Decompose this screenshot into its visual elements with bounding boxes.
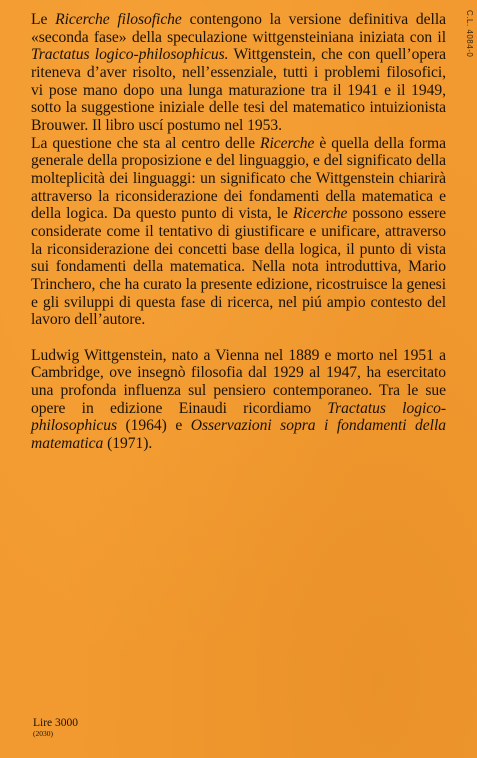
paragraph-spacer	[31, 329, 446, 347]
text-run: possono essere considerate come il tentativo di giustificare e unificare, attraverso la riconsiderazione dei concetti base della logica, il punto di vista sui fondamenti della matematica. Nella nota introduttiva, Mario Trinchero, che ha curato la presente edizione, ricostruisce la genesi e gli sviluppi di questa fase di ricerca, nel piú ampio contesto del lavoro dell’autore.	[31, 205, 446, 329]
edition-code: (2030)	[33, 729, 53, 738]
text-run: (1971).	[103, 435, 153, 453]
paragraph-author-bio	[31, 347, 446, 453]
price-label: Lire 3000	[33, 717, 79, 729]
text-run: Le	[31, 11, 56, 28]
text-run: è quella della forma generale della proposizione e del linguaggio, e del significato della molteplicità dei linguaggi: un significato che Wittgenstein chiarirà attraverso la riconsiderazione dei fondamenti della matematica e della logica. Da questo punto di vista, le	[31, 134, 446, 223]
blurb-text	[31, 11, 446, 453]
text-run-italic: Tractatus logico-philosophicus	[31, 399, 446, 435]
text-run-italic: Osservazioni sopra i fondamenti della matematica	[31, 417, 446, 453]
paragraph-2	[31, 135, 446, 329]
text-run: contengono la versione definitiva della «seconda fase» della speculazione wittgensteiniana iniziata con il	[31, 11, 446, 46]
catalog-code: C.L. 4084-0	[465, 10, 474, 58]
text-run-italic: Ricerche	[292, 205, 348, 223]
text-run: La questione che sta al centro delle	[31, 134, 260, 152]
text-run: (1964) e	[116, 417, 191, 435]
text-run: Wittgenstein, che con quell’opera riteneva d’aver risolto, nell’essenziale, tutti i problemi filosofici, vi pose mano dopo una lunga maturazione tra il 1941 e il 1949, sotto la suggestione iniziale delle tesi del matematico intuizionista Brouwer. Il libro uscí postumo nel 1953.	[31, 46, 446, 134]
text-run: Ludwig Wittgenstein, nato a Vienna nel 1889 e morto nel 1951 a Cambridge, ove insegnò filosofia dal 1929 al 1947, ha esercitato una profonda influenza sul pensiero contemporaneo. Tra le sue opere in edizione Einaudi ricordiamo	[31, 346, 446, 417]
text-run-italic: Tractatus logico-philosophicus.	[31, 46, 229, 64]
paragraph-1	[31, 11, 446, 135]
text-run-italic: Ricerche	[259, 134, 315, 152]
text-run-italic: Ricerche filosofiche	[55, 11, 182, 28]
